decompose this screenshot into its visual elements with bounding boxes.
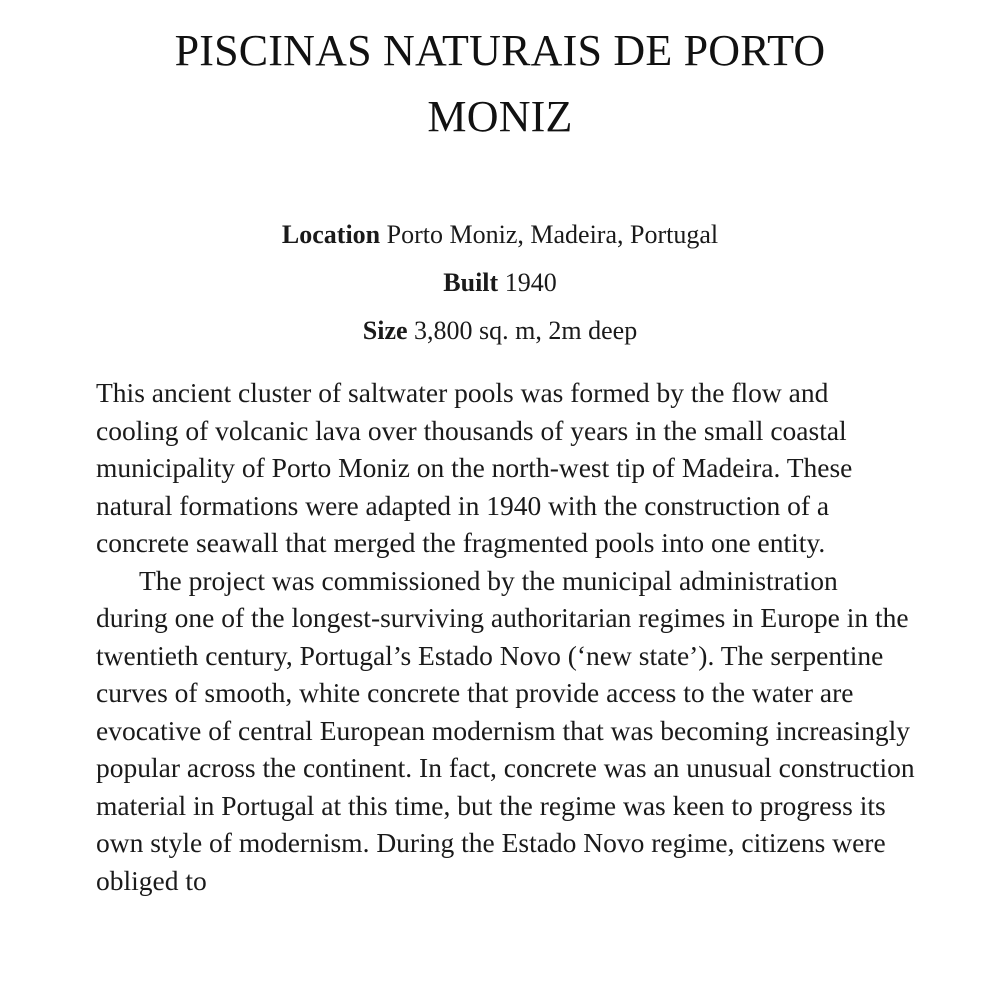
body-paragraph: This ancient cluster of saltwater pools was formed by the flow and cooling of volcanic lava over thousands of years in the small coastal municipality of Porto Moniz on the north-west tip of Madeira. These natural formations were adapted in 1940 with the construction of a concrete seawall that merged the fragmented pools into one entity. bbox=[96, 377, 853, 558]
fact-value: Porto Moniz, Madeira, Portugal bbox=[386, 220, 719, 249]
page-title bbox=[60, 18, 940, 150]
fact-label: Location bbox=[281, 220, 381, 249]
title-line-2: MONIZ bbox=[427, 92, 573, 141]
fact-value: 1940 bbox=[504, 268, 557, 297]
fact-size bbox=[60, 307, 940, 355]
body-paragraph: The project was commissioned by the municipal administration during one of the longest-surviving authoritarian regimes in Europe in the twentieth century, Portugal’s Estado Novo (‘new state’). The serpentine curves of smooth, white concrete that provide access to the water are evocative of central European modernism that was becoming increasingly popular across the continent. In fact, concrete was an unusual construction material in Portugal at this time, but the regime was keen to progress its own style of modernism. During the Estado Novo regime, citizens were obliged to bbox=[96, 564, 915, 896]
fact-label: Built bbox=[443, 268, 499, 297]
article-body bbox=[96, 374, 916, 899]
fact-built bbox=[60, 259, 940, 307]
title-line-1: PISCINAS NATURAIS DE PORTO bbox=[174, 26, 826, 75]
fact-label: Size bbox=[362, 316, 408, 345]
fact-list bbox=[60, 211, 940, 355]
fact-location bbox=[60, 211, 940, 259]
fact-value: 3,800 sq. m, 2m deep bbox=[414, 316, 638, 345]
